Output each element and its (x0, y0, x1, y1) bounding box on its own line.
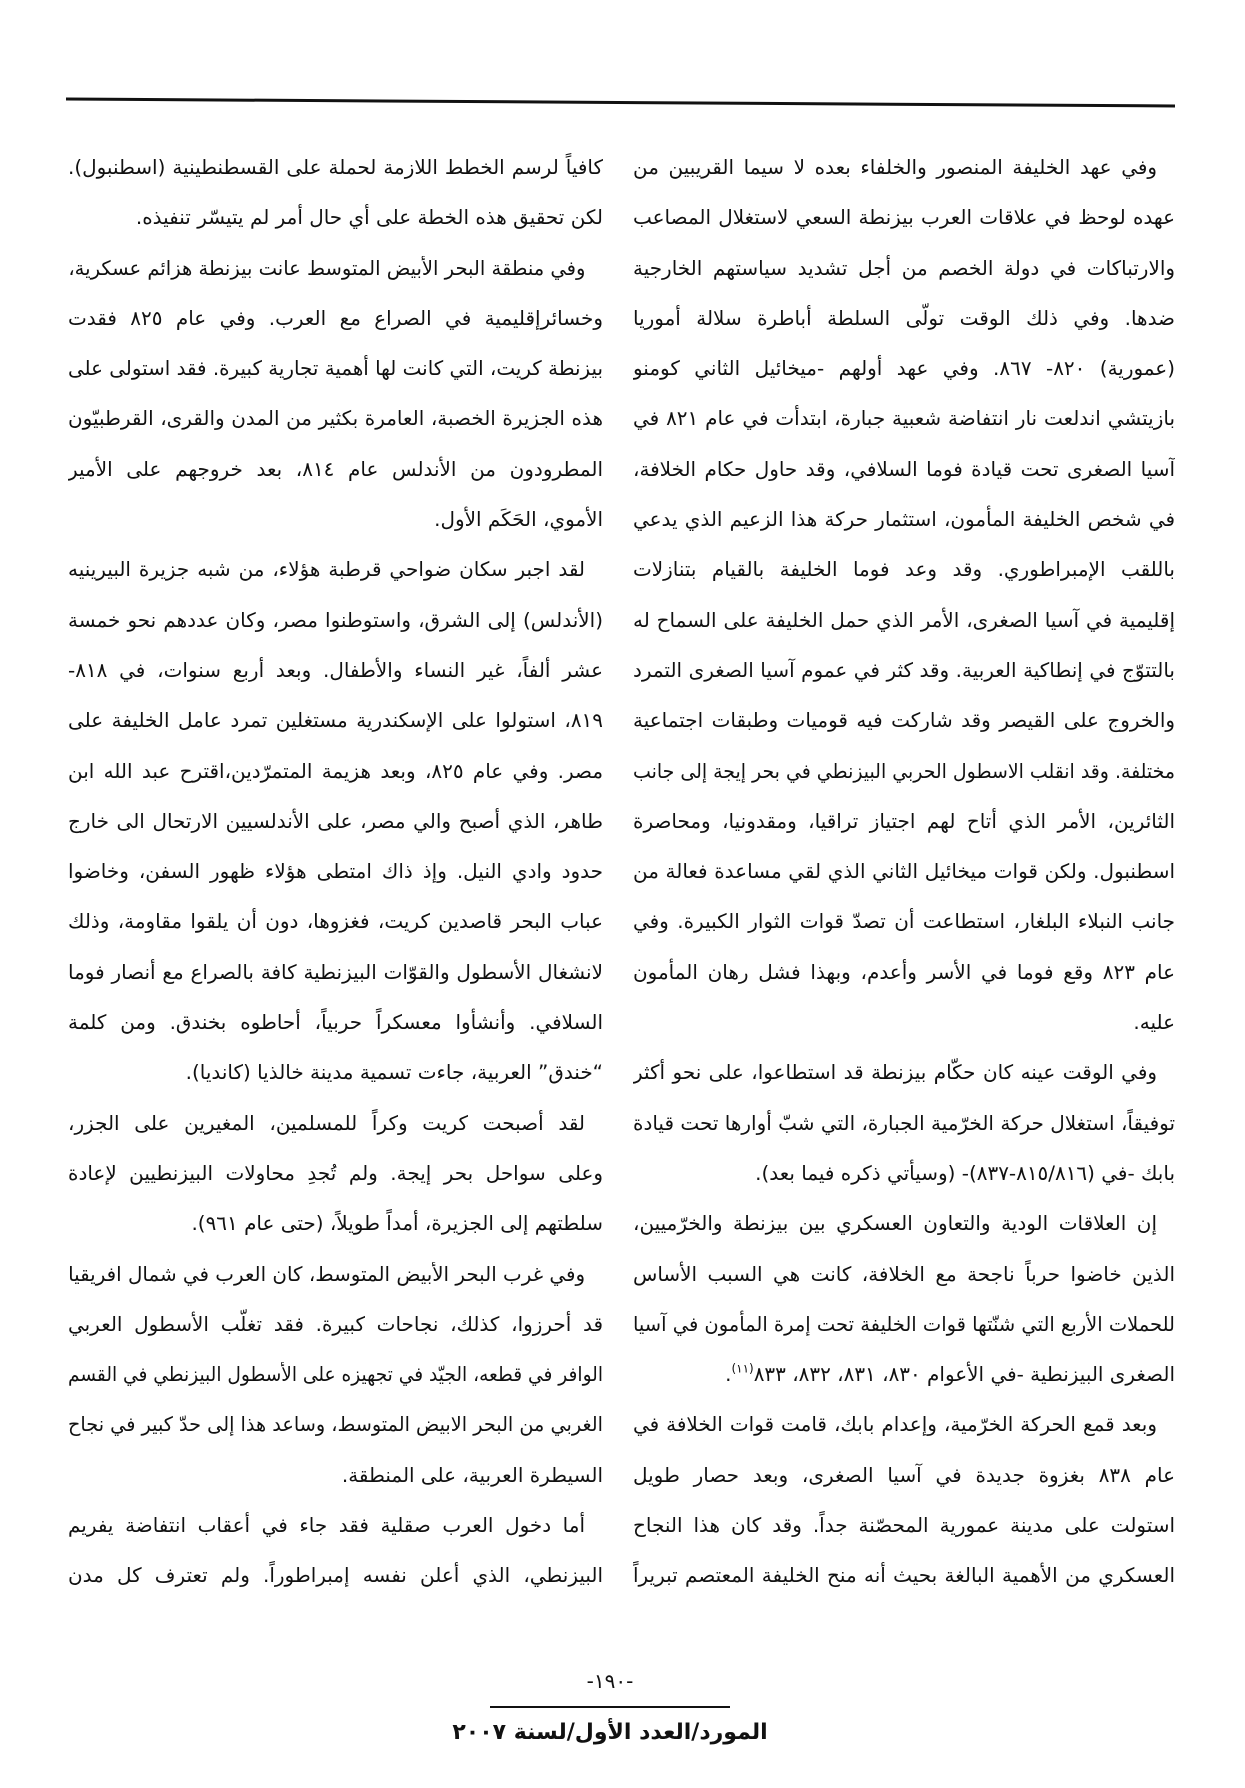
text-line: في شخص الخليفة المأمون، استثمار حركة هذا الزعيم الذي يدعي (633, 507, 1175, 532)
text-line: بيزنطة كريت، التي كانت لها أهمية تجارية كبيرة. فقد استولى على (68, 356, 603, 381)
text-line: وبعد قمع الحركة الخرّمية، وإعدام بابك، قامت قوات الخلافة في (633, 1412, 1157, 1437)
right-column (633, 142, 1175, 1604)
text-line: لانشغال الأسطول والقوّات البيزنطية كافة بالصراع مع أنصار فوما (68, 959, 603, 984)
page-number: -١٩٠- (586, 1669, 634, 1693)
text-line: الثائرين، الأمر الذي أتاح لهم اجتياز تراقيا، ومقدونيا، ومحاصرة (633, 808, 1175, 833)
line-punctuation: . (725, 1362, 732, 1387)
text-line: وفي عهد الخليفة المنصور والخلفاء بعده لا سيما القريبين من (633, 155, 1157, 179)
text-line: وعلى سواحل بحر إيجة. ولم تُجدِ محاولات البيزنطيين لإعادة (68, 1160, 603, 1185)
text-line: السيطرة العربية، على المنطقة. (341, 1462, 603, 1487)
text-line: وخسائرإقليمية في الصراع مع العرب. وفي عام ٨٢٥ فقدت (68, 305, 603, 330)
text-line: الغربي من البحر الابيض المتوسط، وساعد هذا إلى حدّ كبير في نجاح (68, 1412, 603, 1437)
paragraph (68, 142, 603, 243)
text-line: عام ٨٣٨ بغزوة جديدة في آسيا الصغرى، وبعد حصار طويل (633, 1462, 1175, 1487)
journal-footer: المورد/العدد الأول/لسنة ٢٠٠٧ (452, 1720, 768, 1745)
text-line: حدود وادي النيل. وإذ ذاك امتطى هؤلاء ظهور السفن، وخاضوا (68, 859, 603, 884)
text-line: عام ٨٢٣ وقع فوما في الأسر وأعدم، وبهذا فشل رهان المأمون (633, 959, 1175, 984)
paragraph (68, 243, 603, 545)
header-rule-line (66, 99, 1175, 106)
text-line: توفيقاً، استغلال حركة الخرّمية الجبارة، التي شبّ أوارها تحت قيادة (633, 1110, 1175, 1135)
text-line: عشر ألفاً، غير النساء والأطفال. وبعد أربع سنوات، في ٨١٨- (68, 657, 603, 682)
text-line: وفي غرب البحر الأبيض المتوسط، كان العرب في شمال افريقيا (68, 1261, 586, 1286)
text-line: لقد اجبر سكان ضواحي قرطبة هؤلاء، من شبه جزيرة البيرينيه (68, 557, 585, 582)
text-line: إقليمية في آسيا الصغرى، الأمر الذي حمل الخليفة على السماح له (633, 607, 1175, 632)
text-line: بابك -في (٨١٥/٨١٦-٨٣٧)- (وسيأتي ذكره فيما بعد). (755, 1160, 1175, 1185)
text-line: “خندق” العربية، جاءت تسمية مدينة خالذيا (كانديا). (185, 1060, 603, 1085)
text-line: العسكري من الأهمية البالغة بحيث أنه منح الخليفة المعتصم تبريراً (633, 1563, 1175, 1588)
text-line: السلافي. وأنشأوا معسكراً حربياً، أحاطوه بخندق. ومن كلمة (68, 1010, 603, 1035)
text-line (633, 1349, 1175, 1399)
text-line: (الأندلس) إلى الشرق، واستوطنوا مصر، وكان عددهم نحو خمسة (68, 607, 603, 632)
text-line: أما دخول العرب صقلية فقد جاء في أعقاب انتفاضة يفريم (68, 1513, 585, 1538)
paragraph (633, 1047, 1175, 1198)
text-line: كافياً لرسم الخطط اللازمة لحملة على القسطنطينية (اسطنبول). (68, 155, 603, 179)
text-line: الذين خاضوا حرباً ناجحة مع الخلافة، كانت هي السبب الأساس (633, 1261, 1175, 1286)
text-line: لكن تحقيق هذه الخطة على أي حال أمر لم يتيسّر تنفيذه. (135, 205, 603, 230)
text-line: مصر. وفي عام ٨٢٥، وبعد هزيمة المتمرّدين،اقترح عبد الله ابن (68, 758, 603, 783)
text-line: (عمورية) ٨٢٠- ٨٦٧. وفي عهد أولهم -ميخائيل الثاني كومنو (633, 356, 1175, 381)
line-text: الصغرى البيزنطية -في الأعوام ٨٣٠، ٨٣١، ٨٣٢، ٨٣٣ (753, 1362, 1175, 1387)
text-line: عباب البحر قاصدين كريت، فغزوها، دون أن يلقوا مقاومة، وذلك (68, 909, 603, 934)
text-line: استولت على مدينة عمورية المحصّنة جداً. وقد كان هذا النجاح (633, 1513, 1175, 1538)
text-line: بالتتوّج في إنطاكية العربية. وقد كثر في عموم آسيا الصغرى التمرد (633, 657, 1175, 682)
text-line: المطرودون من الأندلس عام ٨١٤، بعد خروجهم على الأمير (68, 456, 603, 481)
text-line: وفي منطقة البحر الأبيض المتوسط عانت بيزنطة هزائم عسكرية، (68, 255, 586, 280)
left-column (68, 142, 603, 1604)
footnote-marker: (١١) (731, 1361, 754, 1376)
paragraph (633, 1399, 1175, 1600)
paragraph (68, 1500, 603, 1601)
text-line: البيزنطي، الذي أعلن نفسه إمبراطوراً. ولم تعترف كل مدن (68, 1563, 603, 1588)
text-line: آسيا الصغرى تحت قيادة فوما السلافي، وقد حاول حكام الخلافة، (633, 456, 1175, 481)
text-line: ضدها. وفي ذلك الوقت تولّى السلطة أباطرة سلالة أموريا (633, 305, 1175, 330)
paragraph (633, 142, 1175, 1047)
text-line: الوافر في قطعه، الجيّد في تجهيزه على الأسطول البيزنطي في القسم (68, 1362, 603, 1387)
paragraph (68, 544, 603, 1097)
text-line: الأموي، الحَكَم الأول. (434, 507, 603, 532)
text-line: اسطنبول. ولكن قوات ميخائيل الثاني الذي لقي مساعدة فعالة من (633, 859, 1175, 884)
text-line: مختلفة. وقد انقلب الاسطول الحربي البيزنطي في بحر إيجة إلى جانب (633, 758, 1175, 783)
paragraph (68, 1249, 603, 1500)
text-line: للحملات الأربع التي شنّتها قوات الخليفة تحت إمرة المأمون في آسيا (633, 1311, 1175, 1336)
footer-rule (490, 1706, 730, 1708)
text-line: سلطتهم إلى الجزيرة، أمداً طويلاً، (حتى عام ٩٦١). (191, 1211, 603, 1236)
text-line: والخروج على القيصر وقد شاركت فيه قوميات وطبقات اجتماعية (633, 708, 1175, 733)
text-line: لقد أصبحت كريت وكراً للمسلمين، المغيرين على الجزر، (68, 1110, 585, 1135)
text-line: قد أحرزوا، كذلك، نجاحات كبيرة. فقد تغلّب الأسطول العربي (68, 1311, 603, 1336)
paragraph (633, 1198, 1175, 1399)
text-line: وفي الوقت عينه كان حكّام بيزنطة قد استطاعوا، على نحو أكثر (633, 1060, 1157, 1085)
header-rule (0, 0, 1245, 130)
text-line: عهده لوحظ في علاقات العرب بيزنطة السعي لاستغلال المصاعب (633, 205, 1175, 230)
text-line: هذه الجزيرة الخصبة، العامرة بكثير من المدن والقرى، القرطبيّون (68, 406, 603, 431)
text-line: طاهر، الذي أصبح والي مصر، على الأندلسيين الارتحال الى خارج (68, 808, 603, 833)
text-line: عليه. (1133, 1010, 1175, 1035)
text-line: والارتباكات في دولة الخصم من أجل تشديد سياستهم الخارجية (633, 255, 1175, 280)
text-line: بازيتشي اندلعت نار انتفاضة شعبية جبارة، ابتدأت في عام ٨٢١ في (633, 406, 1175, 431)
paragraph (68, 1098, 603, 1249)
text-line: إن العلاقات الودية والتعاون العسكري بين بيزنطة والخرّميين، (633, 1211, 1157, 1236)
text-line: ٨١٩، استولوا على الإسكندرية مستغلين تمرد عامل الخليفة على (68, 708, 603, 733)
text-line: باللقب الإمبراطوري. وقد وعد فوما الخليفة بالقيام بتنازلات (633, 557, 1175, 582)
text-line: جانب النبلاء البلغار، استطاعت أن تصدّ قوات الثوار الكبيرة. وفي (633, 909, 1175, 934)
